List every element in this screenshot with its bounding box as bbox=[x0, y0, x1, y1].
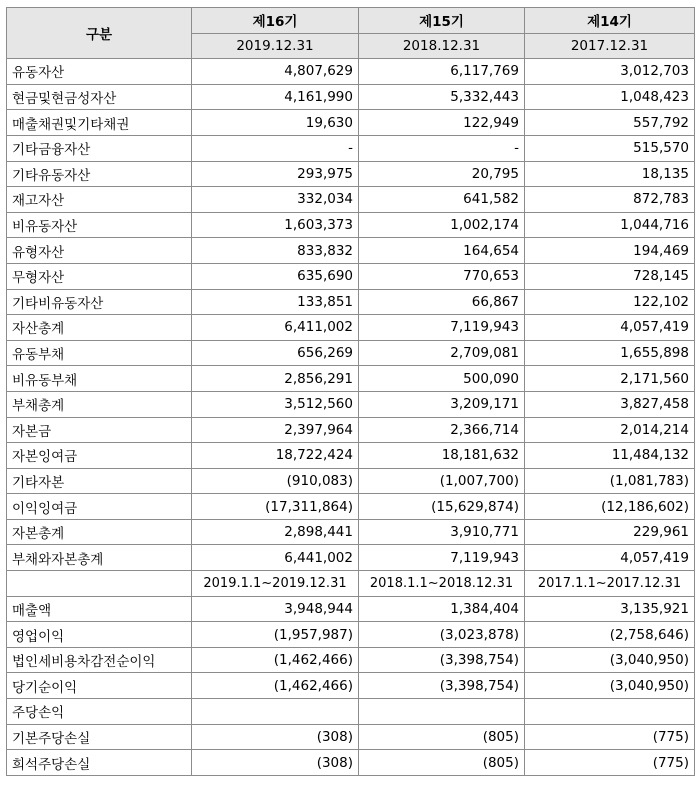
period-name-14: 제14기 bbox=[525, 8, 695, 34]
cell-value: 635,690 bbox=[192, 263, 359, 289]
row-label: 부채총계 bbox=[7, 391, 192, 417]
cell-value: 3,209,171 bbox=[359, 391, 525, 417]
table-row bbox=[7, 340, 695, 366]
cell-value: 1,603,373 bbox=[192, 212, 359, 238]
cell-value: 2,366,714 bbox=[359, 417, 525, 443]
cell-value: 3,948,944 bbox=[192, 596, 359, 622]
period-date-14: 2017.12.31 bbox=[525, 33, 695, 59]
table-row-total bbox=[7, 391, 695, 417]
row-label: 이익잉여금 bbox=[7, 494, 192, 520]
row-label: 기타비유동자산 bbox=[7, 289, 192, 315]
table-row-total bbox=[7, 519, 695, 545]
cell-value: 7,119,943 bbox=[359, 315, 525, 341]
cell-value: 4,807,629 bbox=[192, 59, 359, 85]
cell-value: (308) bbox=[192, 750, 359, 776]
cell-value: 133,851 bbox=[192, 289, 359, 315]
table-row bbox=[7, 187, 695, 213]
category-header: 구분 bbox=[7, 8, 192, 59]
cell-value: 293,975 bbox=[192, 161, 359, 187]
row-label: 무형자산 bbox=[7, 263, 192, 289]
cell-value: (1,462,466) bbox=[192, 673, 359, 699]
cell-value: 3,512,560 bbox=[192, 391, 359, 417]
table-row bbox=[7, 622, 695, 648]
cell-value: 4,057,419 bbox=[525, 315, 695, 341]
cell-value: 6,411,002 bbox=[192, 315, 359, 341]
cell-value: 122,102 bbox=[525, 289, 695, 315]
cell-value: 122,949 bbox=[359, 110, 525, 136]
financial-summary-table bbox=[6, 7, 695, 776]
cell-value: 1,384,404 bbox=[359, 596, 525, 622]
cell-value: 20,795 bbox=[359, 161, 525, 187]
period-range-15: 2018.1.1~2018.12.31 bbox=[359, 571, 525, 597]
cell-value: (17,311,864) bbox=[192, 494, 359, 520]
cell-value: 6,441,002 bbox=[192, 545, 359, 571]
cell-value: 2,171,560 bbox=[525, 366, 695, 392]
cell-value: 194,469 bbox=[525, 238, 695, 264]
table-row bbox=[7, 417, 695, 443]
table-row bbox=[7, 289, 695, 315]
period-date-15: 2018.12.31 bbox=[359, 33, 525, 59]
cell-value: (775) bbox=[525, 750, 695, 776]
cell-value: 2,856,291 bbox=[192, 366, 359, 392]
cell-value: (1,462,466) bbox=[192, 647, 359, 673]
cell-value: 11,484,132 bbox=[525, 443, 695, 469]
cell-value: (805) bbox=[359, 750, 525, 776]
period-date-16: 2019.12.31 bbox=[192, 33, 359, 59]
row-label: 매출채권및기타채권 bbox=[7, 110, 192, 136]
cell-value: (3,023,878) bbox=[359, 622, 525, 648]
row-label: 비유동부채 bbox=[7, 366, 192, 392]
table-row bbox=[7, 110, 695, 136]
cell-value: (1,007,700) bbox=[359, 468, 525, 494]
cell-value bbox=[525, 699, 695, 725]
cell-value: 3,012,703 bbox=[525, 59, 695, 85]
cell-value: (15,629,874) bbox=[359, 494, 525, 520]
row-label: 희석주당손실 bbox=[7, 750, 192, 776]
cell-value: 4,057,419 bbox=[525, 545, 695, 571]
cell-value: 3,910,771 bbox=[359, 519, 525, 545]
cell-value: (308) bbox=[192, 724, 359, 750]
table-row bbox=[7, 596, 695, 622]
row-label: 유동자산 bbox=[7, 59, 192, 85]
row-label: 현금및현금성자산 bbox=[7, 84, 192, 110]
period-range-row bbox=[7, 571, 695, 597]
cell-value: 557,792 bbox=[525, 110, 695, 136]
table-row bbox=[7, 263, 695, 289]
cell-value: (3,040,950) bbox=[525, 673, 695, 699]
cell-value: 1,048,423 bbox=[525, 84, 695, 110]
table-row bbox=[7, 212, 695, 238]
cell-value: - bbox=[192, 135, 359, 161]
cell-value: 2,898,441 bbox=[192, 519, 359, 545]
cell-value: 641,582 bbox=[359, 187, 525, 213]
row-label: 기타유동자산 bbox=[7, 161, 192, 187]
table-row bbox=[7, 238, 695, 264]
row-label: 자본총계 bbox=[7, 519, 192, 545]
table-row-total bbox=[7, 315, 695, 341]
cell-value: - bbox=[359, 135, 525, 161]
cell-value: (805) bbox=[359, 724, 525, 750]
row-label: 부채와자본총계 bbox=[7, 545, 192, 571]
period-name-16: 제16기 bbox=[192, 8, 359, 34]
cell-value: 1,002,174 bbox=[359, 212, 525, 238]
row-label: 영업이익 bbox=[7, 622, 192, 648]
cell-value: 18,722,424 bbox=[192, 443, 359, 469]
row-label: 유형자산 bbox=[7, 238, 192, 264]
cell-value: 3,135,921 bbox=[525, 596, 695, 622]
row-label: 자본잉여금 bbox=[7, 443, 192, 469]
cell-value: 19,630 bbox=[192, 110, 359, 136]
cell-value: 500,090 bbox=[359, 366, 525, 392]
cell-value: 18,135 bbox=[525, 161, 695, 187]
row-label: 기타자본 bbox=[7, 468, 192, 494]
cell-value bbox=[192, 699, 359, 725]
cell-value: 1,655,898 bbox=[525, 340, 695, 366]
table-row bbox=[7, 750, 695, 776]
row-label: 유동부채 bbox=[7, 340, 192, 366]
header-row-period bbox=[7, 8, 695, 34]
cell-value: 2,397,964 bbox=[192, 417, 359, 443]
table-row bbox=[7, 647, 695, 673]
table-row bbox=[7, 59, 695, 85]
row-label: 자본금 bbox=[7, 417, 192, 443]
cell-value: 164,654 bbox=[359, 238, 525, 264]
cell-value: 2,709,081 bbox=[359, 340, 525, 366]
cell-value: (775) bbox=[525, 724, 695, 750]
cell-value: 1,044,716 bbox=[525, 212, 695, 238]
table-row bbox=[7, 724, 695, 750]
cell-value: 3,827,458 bbox=[525, 391, 695, 417]
cell-value bbox=[359, 699, 525, 725]
row-label: 주당손익 bbox=[7, 699, 192, 725]
table-row bbox=[7, 494, 695, 520]
row-label: 당기순이익 bbox=[7, 673, 192, 699]
row-label: 비유동자산 bbox=[7, 212, 192, 238]
table-row bbox=[7, 443, 695, 469]
cell-value: (1,081,783) bbox=[525, 468, 695, 494]
cell-value: 770,653 bbox=[359, 263, 525, 289]
period-range-16: 2019.1.1~2019.12.31 bbox=[192, 571, 359, 597]
cell-value: 872,783 bbox=[525, 187, 695, 213]
row-label: 재고자산 bbox=[7, 187, 192, 213]
cell-value: (3,398,754) bbox=[359, 647, 525, 673]
period-range-14: 2017.1.1~2017.12.31 bbox=[525, 571, 695, 597]
table-row bbox=[7, 84, 695, 110]
cell-value: 18,181,632 bbox=[359, 443, 525, 469]
cell-value: 515,570 bbox=[525, 135, 695, 161]
cell-value: 833,832 bbox=[192, 238, 359, 264]
cell-value: (3,398,754) bbox=[359, 673, 525, 699]
cell-value: 66,867 bbox=[359, 289, 525, 315]
cell-value: (12,186,602) bbox=[525, 494, 695, 520]
cell-value: 332,034 bbox=[192, 187, 359, 213]
cell-value: 5,332,443 bbox=[359, 84, 525, 110]
cell-value: 6,117,769 bbox=[359, 59, 525, 85]
table-row bbox=[7, 366, 695, 392]
cell-value: 229,961 bbox=[525, 519, 695, 545]
row-label: 기본주당손실 bbox=[7, 724, 192, 750]
period-name-15: 제15기 bbox=[359, 8, 525, 34]
cell-value: (3,040,950) bbox=[525, 647, 695, 673]
period-range-blank bbox=[7, 571, 192, 597]
table-row bbox=[7, 135, 695, 161]
row-label: 기타금융자산 bbox=[7, 135, 192, 161]
cell-value: (910,083) bbox=[192, 468, 359, 494]
row-label: 법인세비용차감전순이익 bbox=[7, 647, 192, 673]
cell-value: 728,145 bbox=[525, 263, 695, 289]
cell-value: (1,957,987) bbox=[192, 622, 359, 648]
row-label: 매출액 bbox=[7, 596, 192, 622]
cell-value: 2,014,214 bbox=[525, 417, 695, 443]
cell-value: 4,161,990 bbox=[192, 84, 359, 110]
cell-value: 7,119,943 bbox=[359, 545, 525, 571]
table-row bbox=[7, 161, 695, 187]
table-row bbox=[7, 468, 695, 494]
table-row bbox=[7, 673, 695, 699]
cell-value: (2,758,646) bbox=[525, 622, 695, 648]
table-row-total bbox=[7, 545, 695, 571]
cell-value: 656,269 bbox=[192, 340, 359, 366]
table-row bbox=[7, 699, 695, 725]
row-label: 자산총계 bbox=[7, 315, 192, 341]
